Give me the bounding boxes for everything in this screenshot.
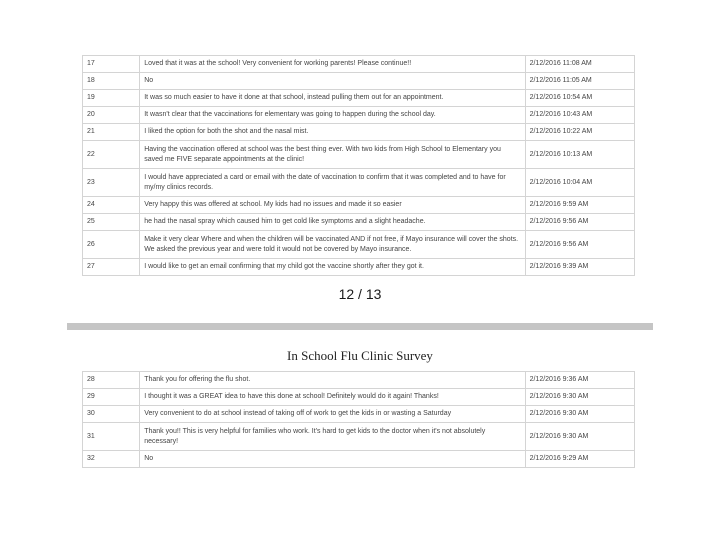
table-row: [83, 90, 635, 107]
responses-table-bottom: [82, 371, 635, 468]
survey-title: In School Flu Clinic Survey: [287, 348, 433, 363]
table-row: [83, 423, 635, 451]
response-text: Loved that it was at the school! Very convenient for working parents! Please continue!!: [140, 56, 525, 73]
response-date: 2/12/2016 9:30 AM: [525, 423, 634, 451]
response-number: 21: [83, 124, 140, 141]
response-date: 2/12/2016 9:29 AM: [525, 451, 634, 468]
response-date: 2/12/2016 9:36 AM: [525, 372, 634, 389]
response-date: 2/12/2016 10:43 AM: [525, 107, 634, 124]
response-number: 17: [83, 56, 140, 73]
response-text: Thank you!! This is very helpful for families who work. It's hard to get kids to the doctor when it's not absolutely necessary!: [140, 423, 525, 451]
response-text: Make it very clear Where and when the children will be vaccinated AND if not free, if Mayo insurance will cover the shots. We asked the previous year and were told it would not be covered by Mayo insurance.: [140, 231, 525, 259]
response-number: 28: [83, 372, 140, 389]
response-date: 2/12/2016 9:56 AM: [525, 214, 634, 231]
response-number: 29: [83, 389, 140, 406]
table-row: [83, 124, 635, 141]
response-number: 24: [83, 197, 140, 214]
response-text: Very happy this was offered at school. My kids had no issues and made it so easier: [140, 197, 525, 214]
response-number: 26: [83, 231, 140, 259]
response-number: 22: [83, 141, 140, 169]
response-number: 32: [83, 451, 140, 468]
table-row: [83, 56, 635, 73]
response-text: I liked the option for both the shot and the nasal mist.: [140, 124, 525, 141]
response-date: 2/12/2016 11:08 AM: [525, 56, 634, 73]
table-row: [83, 73, 635, 90]
response-number: 25: [83, 214, 140, 231]
response-date: 2/12/2016 10:13 AM: [525, 141, 634, 169]
response-date: 2/12/2016 9:39 AM: [525, 259, 634, 276]
response-text: Having the vaccination offered at school was the best thing ever. With two kids from High School to Elementary you saved me FIVE separate appointments at the clinic!: [140, 141, 525, 169]
response-text: I would have appreciated a card or email with the date of vaccination to confirm that it was completed and to have for my/my clinics records.: [140, 169, 525, 197]
table-row: [83, 214, 635, 231]
response-date: 2/12/2016 10:54 AM: [525, 90, 634, 107]
response-number: 18: [83, 73, 140, 90]
table-row: [83, 107, 635, 124]
response-text: I would like to get an email confirming that my child got the vaccine shortly after they got it.: [140, 259, 525, 276]
response-number: 27: [83, 259, 140, 276]
table-row: [83, 231, 635, 259]
response-number: 23: [83, 169, 140, 197]
response-date: 2/12/2016 10:22 AM: [525, 124, 634, 141]
table-row: [83, 169, 635, 197]
response-date: 2/12/2016 9:30 AM: [525, 406, 634, 423]
response-number: 31: [83, 423, 140, 451]
table-row: [83, 197, 635, 214]
response-text: he had the nasal spray which caused him to get cold like symptoms and a slight headache.: [140, 214, 525, 231]
table-row: [83, 141, 635, 169]
response-date: 2/12/2016 11:05 AM: [525, 73, 634, 90]
table-row: [83, 451, 635, 468]
response-date: 2/12/2016 9:30 AM: [525, 389, 634, 406]
page-divider: [67, 323, 653, 330]
responses-table-top: [82, 55, 635, 276]
response-text: I thought it was a GREAT idea to have this done at school! Definitely would do it again! Thanks!: [140, 389, 525, 406]
response-text: Very convenient to do at school instead of taking off of work to get the kids in or wasting a Saturday: [140, 406, 525, 423]
response-number: 19: [83, 90, 140, 107]
response-number: 20: [83, 107, 140, 124]
response-text: It wasn't clear that the vaccinations for elementary was going to happen during the school day.: [140, 107, 525, 124]
table-row: [83, 372, 635, 389]
response-text: No: [140, 451, 525, 468]
response-date: 2/12/2016 9:59 AM: [525, 197, 634, 214]
response-number: 30: [83, 406, 140, 423]
table-row: [83, 259, 635, 276]
page-indicator: 12 / 13: [338, 286, 382, 302]
response-text: No: [140, 73, 525, 90]
table-row: [83, 389, 635, 406]
response-date: 2/12/2016 9:56 AM: [525, 231, 634, 259]
table-row: [83, 406, 635, 423]
response-text: It was so much easier to have it done at that school, instead pulling them out for an appointment.: [140, 90, 525, 107]
response-text: Thank you for offering the flu shot.: [140, 372, 525, 389]
response-date: 2/12/2016 10:04 AM: [525, 169, 634, 197]
